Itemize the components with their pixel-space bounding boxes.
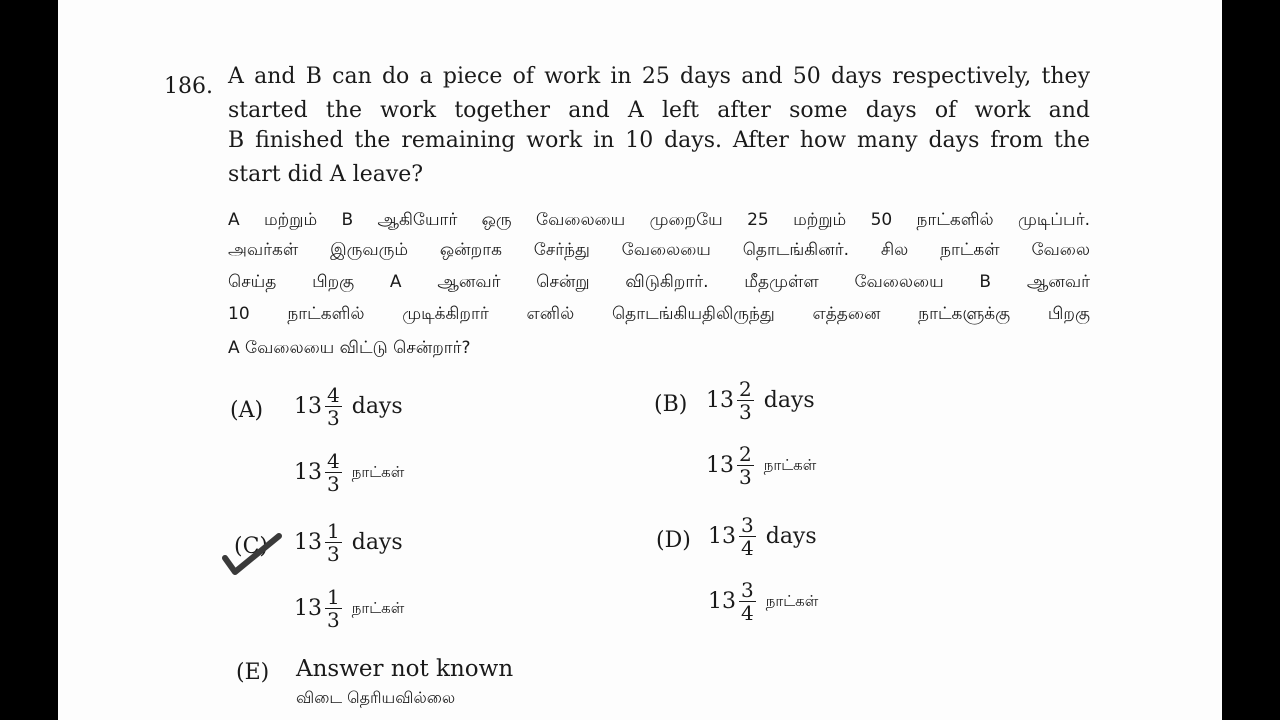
option-d-whole-ta: 13 — [708, 589, 736, 614]
option-d-fraction — [739, 514, 756, 559]
option-d-label: (D) — [656, 528, 691, 553]
option-e-label: (E) — [236, 660, 270, 685]
option-b-whole-ta: 13 — [706, 453, 734, 478]
question-text-line-1: A and B can do a piece of work in 25 days and 50 days respectively, they — [228, 64, 1090, 89]
numerator: 1 — [327, 519, 340, 543]
option-a-unit: days — [351, 394, 403, 419]
option-a-ta — [294, 450, 404, 495]
denominator: 3 — [739, 465, 752, 489]
option-b-fraction-ta — [737, 443, 754, 488]
option-a-whole: 13 — [294, 394, 322, 419]
numerator: 1 — [327, 585, 340, 609]
option-c-unit-ta: நாட்கள் — [351, 598, 405, 617]
option-b-unit-ta: நாட்கள் — [763, 455, 817, 474]
option-c-whole: 13 — [294, 530, 322, 555]
tamil-text-line-4: 10 நாட்களில் முடிக்கிறார் எனில் தொடங்கியதிலிருந்து எத்தனை நாட்களுக்கு பிறகு — [228, 304, 1090, 324]
numerator: 2 — [739, 377, 752, 401]
option-c-whole-ta: 13 — [294, 596, 322, 621]
option-c-unit: days — [351, 530, 403, 555]
denominator: 3 — [739, 400, 752, 424]
tamil-text-line-3: செய்த பிறகு A ஆனவர் சென்று விடுகிறார். மீதமுள்ள வேலையை B ஆனவர் — [228, 272, 1090, 292]
option-b-ta — [706, 443, 816, 488]
option-e-en: Answer not known — [296, 656, 514, 682]
option-b-fraction — [737, 378, 754, 423]
denominator: 4 — [741, 536, 754, 560]
option-d-unit: days — [765, 524, 817, 549]
option-c-fraction-ta — [325, 586, 342, 631]
numerator: 3 — [741, 578, 754, 602]
question-text-line-3: B finished the remaining work in 10 days. After how many days from the — [228, 128, 1090, 153]
option-d-whole: 13 — [708, 524, 736, 549]
option-a-en — [294, 384, 403, 429]
denominator: 3 — [327, 406, 340, 430]
option-c-label: (C) — [234, 534, 268, 559]
option-c-ta — [294, 586, 404, 631]
denominator: 3 — [327, 542, 340, 566]
question-number: 186. — [164, 74, 213, 99]
option-c-en — [294, 520, 403, 565]
question-text-line-2: started the work together and A left after some days of work and — [228, 98, 1090, 123]
denominator: 3 — [327, 608, 340, 632]
denominator: 4 — [741, 601, 754, 625]
option-a-label: (A) — [230, 398, 264, 423]
option-a-fraction-ta — [325, 450, 342, 495]
denominator: 3 — [327, 472, 340, 496]
numerator: 4 — [327, 383, 340, 407]
tamil-text-line-5: A வேலையை விட்டு சென்றார்? — [228, 338, 471, 358]
numerator: 4 — [327, 449, 340, 473]
option-a-fraction — [325, 384, 342, 429]
tamil-text-line-1: A மற்றும் B ஆகியோர் ஒரு வேலையை முறையே 25 மற்றும் 50 நாட்களில் முடிப்பர். — [228, 210, 1090, 230]
option-b-label: (B) — [654, 392, 688, 417]
option-a-unit-ta: நாட்கள் — [351, 462, 405, 481]
option-b-whole: 13 — [706, 388, 734, 413]
option-d-en — [708, 514, 817, 559]
check-mark-icon — [221, 528, 283, 578]
option-d-unit-ta: நாட்கள் — [765, 591, 819, 610]
option-b-en — [706, 378, 815, 423]
numerator: 3 — [741, 513, 754, 537]
option-b-unit: days — [763, 388, 815, 413]
option-a-whole-ta: 13 — [294, 460, 322, 485]
option-e-ta: விடை தெரியவில்லை — [296, 688, 456, 707]
option-d-fraction-ta — [739, 579, 756, 624]
tamil-text-line-2: அவர்கள் இருவரும் ஒன்றாக சேர்ந்து வேலையை தொடங்கினர். சில நாட்கள் வேலை — [228, 240, 1090, 260]
option-d-ta — [708, 579, 818, 624]
exam-page — [58, 0, 1222, 720]
numerator: 2 — [739, 442, 752, 466]
question-text-line-4: start did A leave? — [228, 162, 424, 187]
option-c-fraction — [325, 520, 342, 565]
